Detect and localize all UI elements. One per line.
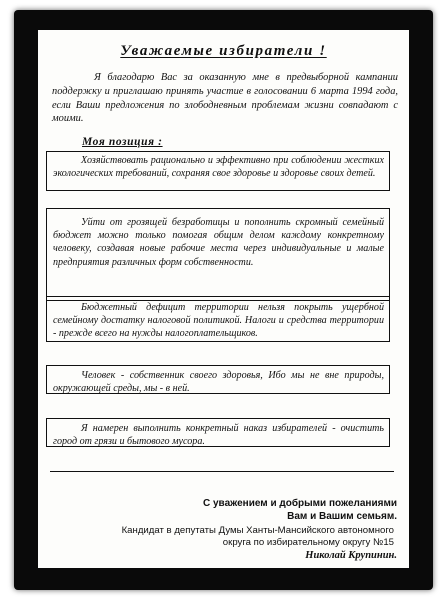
document-title: Уважаемые избиратели ! <box>120 43 327 59</box>
closing-line-2: Вам и Вашим семьям. <box>287 510 397 522</box>
candidate-line-2: округа по избирательному округу №15 <box>222 537 394 548</box>
position-box-budget: Бюджетный дефицит территории нельзя покрыть ущербной семейному достатку налоговой политикой. Налоги и средства территории - прежде всего на нужды налогоплательщиков. <box>46 296 390 342</box>
position-box-city: Я намерен выполнить конкретный наказ избирателей - очистить город от грязи и бытового мусора. <box>46 418 390 447</box>
signature-name: Николай Крупинин. <box>305 550 397 561</box>
closing-line-1: С уважением и добрыми пожеланиями <box>203 498 397 509</box>
leaflet-page <box>38 30 409 568</box>
position-box-health: Человек - собственник своего здоровья, Ибо мы не вне природы, окружающей среды, мы - в ней. <box>46 365 390 394</box>
position-box-employment: Уйти от грозящей безработицы и пополнить скромный семейный бюджет можно только помогая общим делом каждому конкретному человеку, создавая новые рабочие места через индивидуальные и малые предприятия различных форм собственности. <box>46 208 390 301</box>
divider-line <box>50 471 394 472</box>
position-box-ecology: Хозяйствовать рационально и эффективно при соблюдении жестких экологических требований, сохраняя свое здоровье и здоровье своих детей. <box>46 151 390 191</box>
candidate-line-1: Кандидат в депутаты Думы Ханты-Мансийского автономного <box>121 525 394 536</box>
position-heading: Моя позиция : <box>82 136 163 148</box>
closing-block <box>203 498 397 523</box>
intro-paragraph: Я благодарю Вас за оказанную мне в предвыборной кампании поддержку и приглашаю принять участие в голосовании 6 марта 1994 года, если Ваши предложения по злободневным проблемам жизни совпадают с моими. <box>52 72 398 125</box>
candidate-block <box>94 525 394 549</box>
